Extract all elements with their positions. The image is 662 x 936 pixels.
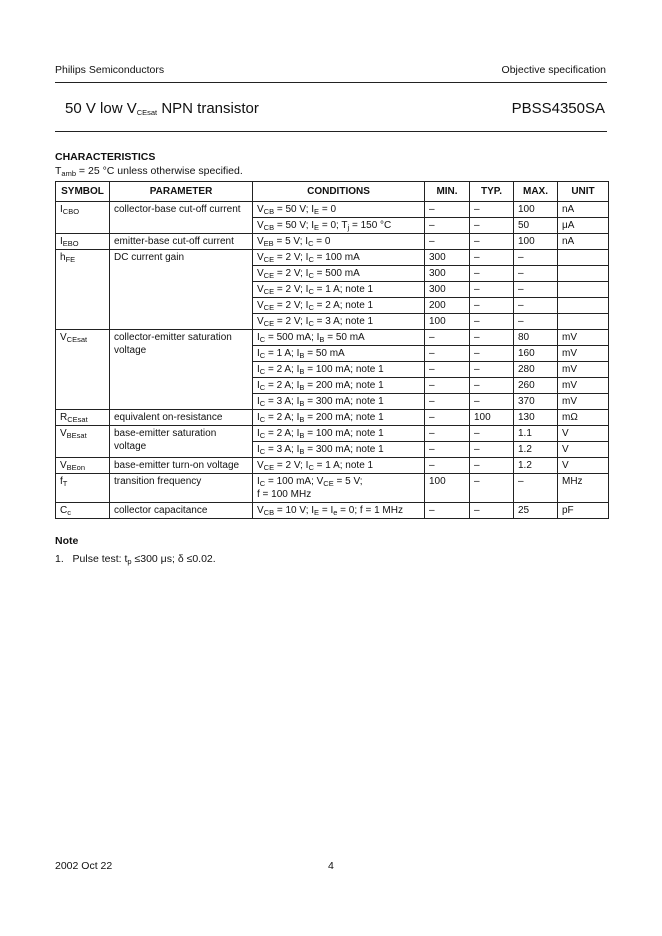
max-cell: 50	[514, 218, 558, 234]
min-cell: –	[425, 218, 470, 234]
table-row	[56, 330, 609, 346]
max-cell: 80	[514, 330, 558, 346]
typ-cell: –	[470, 298, 514, 314]
table-row	[56, 458, 609, 474]
typ-cell: –	[470, 282, 514, 298]
min-cell: –	[425, 426, 470, 442]
parameter-cell: collector-base cut-off current	[110, 202, 253, 234]
parameter-cell: transition frequency	[110, 474, 253, 503]
symbol-cell: $h_{FE}$	[56, 250, 110, 330]
typ-cell: –	[470, 202, 514, 218]
unit-cell: V	[558, 442, 609, 458]
typ-cell: –	[470, 426, 514, 442]
conditions-cell: $I_C = 2$ A; $I_B = 100$ mA; note 1	[253, 426, 425, 442]
section-condition: $T_{amb} = 25$ °C unless otherwise specified.	[55, 165, 243, 178]
max-cell: 1.1	[514, 426, 558, 442]
parameter-cell: collector-emitter saturation voltage	[110, 330, 253, 410]
min-cell: –	[425, 410, 470, 426]
unit-cell	[558, 298, 609, 314]
min-cell: –	[425, 394, 470, 410]
max-cell: 100	[514, 234, 558, 250]
typ-cell: –	[470, 474, 514, 503]
max-cell: 25	[514, 503, 558, 519]
min-cell: 300	[425, 266, 470, 282]
min-cell: –	[425, 202, 470, 218]
min-cell: 100	[425, 314, 470, 330]
min-cell: 100	[425, 474, 470, 503]
symbol-cell: $V_{BEon}$	[56, 458, 110, 474]
table-row	[56, 202, 609, 218]
symbol-cell: $V_{BEsat}$	[56, 426, 110, 458]
max-cell: 1.2	[514, 442, 558, 458]
unit-cell	[558, 282, 609, 298]
page-title: 50 V low $V_{CEsat}$ NPN transistor	[65, 100, 259, 117]
parameter-cell: equivalent on-resistance	[110, 410, 253, 426]
typ-cell: 100	[470, 410, 514, 426]
column-header: MAX.	[514, 182, 558, 202]
table-row	[56, 234, 609, 250]
characteristics-table	[55, 181, 609, 519]
parameter-cell: base-emitter saturation voltage	[110, 426, 253, 458]
conditions-cell: $I_C = 1$ A; $I_B = 50$ mA	[253, 346, 425, 362]
unit-cell: mV	[558, 330, 609, 346]
min-cell: –	[425, 362, 470, 378]
parameter-cell: emitter-base cut-off current	[110, 234, 253, 250]
max-cell: 130	[514, 410, 558, 426]
min-cell: 300	[425, 250, 470, 266]
typ-cell: –	[470, 442, 514, 458]
unit-cell: MHz	[558, 474, 609, 503]
table-row	[56, 426, 609, 442]
note-text: 1. Pulse test: $t_p \le 300$ μs; δ ≤0.02.	[55, 553, 216, 566]
conditions-cell: $V_{CE} = 2$ V; $I_C = 100$ mA	[253, 250, 425, 266]
unit-cell: mΩ	[558, 410, 609, 426]
table-row	[56, 503, 609, 519]
unit-cell: nA	[558, 202, 609, 218]
conditions-cell: $V_{CE} = 2$ V; $I_C = 1$ A; note 1	[253, 282, 425, 298]
min-cell: –	[425, 234, 470, 250]
unit-cell: mV	[558, 378, 609, 394]
min-cell: –	[425, 503, 470, 519]
unit-cell: mV	[558, 346, 609, 362]
min-cell: 300	[425, 282, 470, 298]
symbol-cell: $C_c$	[56, 503, 110, 519]
conditions-cell: $I_C = 3$ A; $I_B = 300$ mA; note 1	[253, 394, 425, 410]
max-cell: –	[514, 266, 558, 282]
column-header: PARAMETER	[110, 182, 253, 202]
column-header: UNIT	[558, 182, 609, 202]
table-row	[56, 410, 609, 426]
conditions-cell: $V_{CE} = 2$ V; $I_C = 3$ A; note 1	[253, 314, 425, 330]
note-heading: Note	[55, 535, 79, 547]
conditions-cell: $I_C = 2$ A; $I_B = 200$ mA; note 1	[253, 410, 425, 426]
typ-cell: –	[470, 362, 514, 378]
conditions-cell: $I_C = 3$ A; $I_B = 300$ mA; note 1	[253, 442, 425, 458]
max-cell: 160	[514, 346, 558, 362]
column-header: SYMBOL	[56, 182, 110, 202]
max-cell: 260	[514, 378, 558, 394]
conditions-cell: $I_C = 2$ A; $I_B = 100$ mA; note 1	[253, 362, 425, 378]
typ-cell: –	[470, 234, 514, 250]
unit-cell: μA	[558, 218, 609, 234]
footer-date: 2002 Oct 22	[55, 860, 113, 872]
max-cell: –	[514, 314, 558, 330]
conditions-cell: $I_C = 100$ mA; $V_{CE} = 5$ V; f = 100 MHz	[253, 474, 425, 503]
unit-cell: V	[558, 426, 609, 442]
conditions-cell: $V_{CB} = 50$ V; $I_E = 0$	[253, 202, 425, 218]
symbol-cell: $I_{EBO}$	[56, 234, 110, 250]
typ-cell: –	[470, 250, 514, 266]
min-cell: –	[425, 458, 470, 474]
part-number: PBSS4350SA	[511, 100, 605, 117]
symbol-cell: $f_T$	[56, 474, 110, 503]
header-doc-type: Objective specification	[501, 64, 606, 76]
header-company: Philips Semiconductors	[55, 64, 165, 76]
min-cell: –	[425, 346, 470, 362]
max-cell: –	[514, 282, 558, 298]
title-rule	[55, 131, 607, 132]
unit-cell: pF	[558, 503, 609, 519]
typ-cell: –	[470, 503, 514, 519]
symbol-cell: $R_{CEsat}$	[56, 410, 110, 426]
symbol-cell: $I_{CBO}$	[56, 202, 110, 234]
typ-cell: –	[470, 378, 514, 394]
min-cell: 200	[425, 298, 470, 314]
parameter-cell: collector capacitance	[110, 503, 253, 519]
symbol-cell: $V_{CEsat}$	[56, 330, 110, 410]
table-row	[56, 250, 609, 266]
unit-cell: mV	[558, 362, 609, 378]
typ-cell: –	[470, 394, 514, 410]
max-cell: –	[514, 250, 558, 266]
conditions-cell: $V_{CE} = 2$ V; $I_C = 500$ mA	[253, 266, 425, 282]
table-header-row	[56, 182, 609, 202]
typ-cell: –	[470, 458, 514, 474]
typ-cell: –	[470, 218, 514, 234]
column-header: CONDITIONS	[253, 182, 425, 202]
conditions-cell: $V_{EB} = 5$ V; $I_C = 0$	[253, 234, 425, 250]
min-cell: –	[425, 330, 470, 346]
typ-cell: –	[470, 314, 514, 330]
footer-page-number: 4	[328, 860, 334, 872]
conditions-cell: $V_{CE} = 2$ V; $I_C = 2$ A; note 1	[253, 298, 425, 314]
column-header: TYP.	[470, 182, 514, 202]
conditions-cell: $V_{CB} = 10$ V; $I_E = I_e = 0$; f = 1 MHz	[253, 503, 425, 519]
typ-cell: –	[470, 330, 514, 346]
section-heading: CHARACTERISTICS	[55, 151, 156, 163]
unit-cell: V	[558, 458, 609, 474]
conditions-cell: $I_C = 500$ mA; $I_B = 50$ mA	[253, 330, 425, 346]
typ-cell: –	[470, 346, 514, 362]
max-cell: –	[514, 298, 558, 314]
table-row	[56, 474, 609, 503]
min-cell: –	[425, 442, 470, 458]
unit-cell: mV	[558, 394, 609, 410]
max-cell: –	[514, 474, 558, 503]
unit-cell	[558, 314, 609, 330]
unit-cell	[558, 250, 609, 266]
max-cell: 1.2	[514, 458, 558, 474]
header-rule	[55, 82, 607, 83]
conditions-cell: $I_C = 2$ A; $I_B = 200$ mA; note 1	[253, 378, 425, 394]
unit-cell: nA	[558, 234, 609, 250]
max-cell: 370	[514, 394, 558, 410]
column-header: MIN.	[425, 182, 470, 202]
parameter-cell: base-emitter turn-on voltage	[110, 458, 253, 474]
conditions-cell: $V_{CE} = 2$ V; $I_C = 1$ A; note 1	[253, 458, 425, 474]
max-cell: 280	[514, 362, 558, 378]
conditions-cell: $V_{CB} = 50$ V; $I_E = 0$; $T_j = 150$ °C	[253, 218, 425, 234]
max-cell: 100	[514, 202, 558, 218]
parameter-cell: DC current gain	[110, 250, 253, 330]
unit-cell	[558, 266, 609, 282]
typ-cell: –	[470, 266, 514, 282]
min-cell: –	[425, 378, 470, 394]
